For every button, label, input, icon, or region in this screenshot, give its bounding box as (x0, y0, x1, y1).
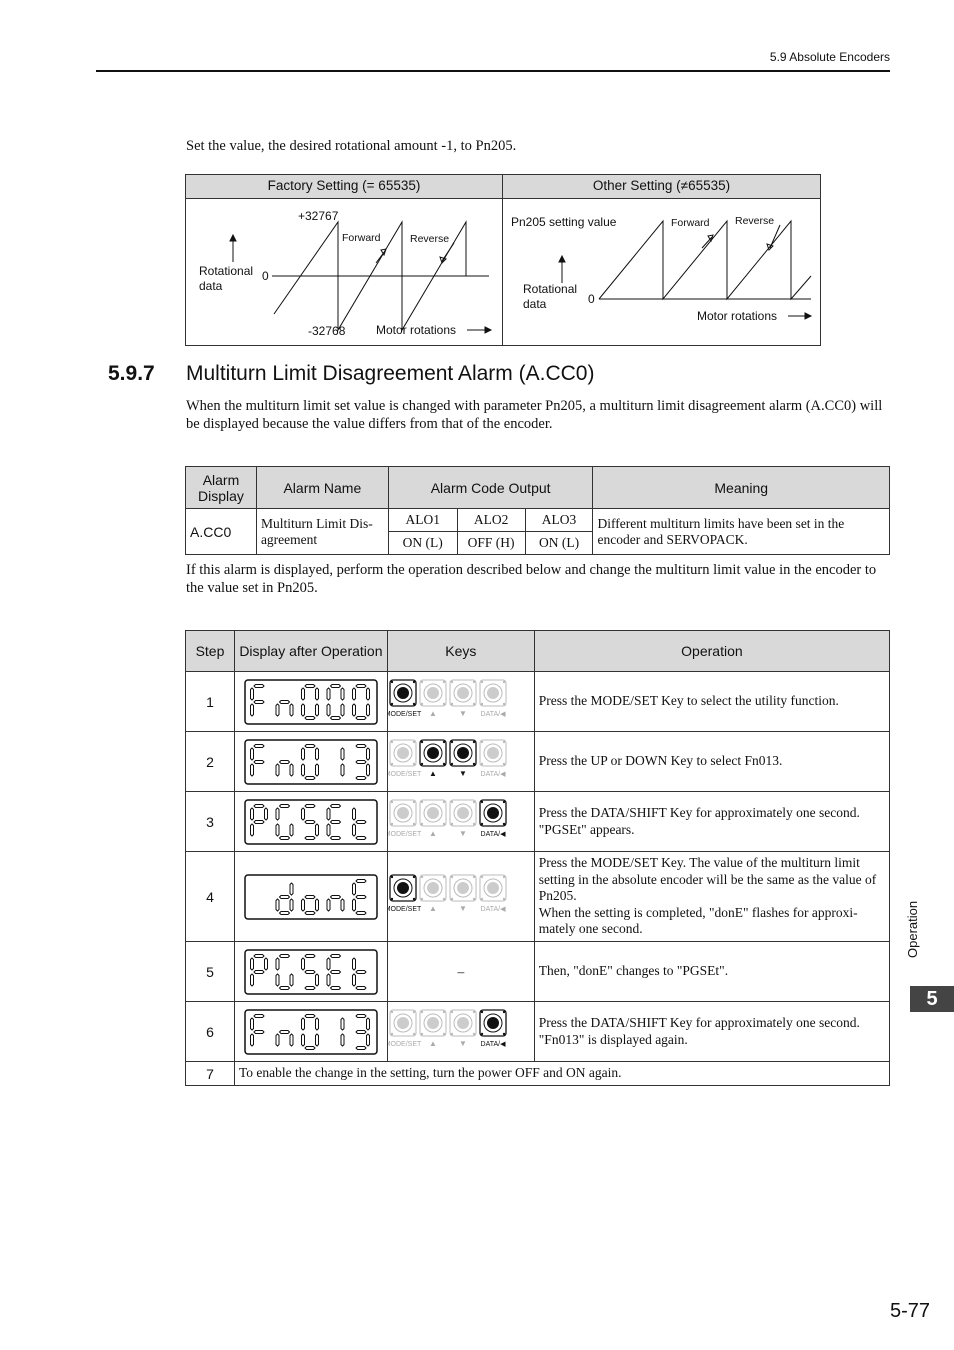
section-body: When the multiturn limit set value is changed with parameter Pn205, a multiturn limit disagreement alarm (A.CC0) will be displayed because the value differs from that of the encoder. (186, 398, 883, 432)
segment (301, 1034, 304, 1046)
segment (327, 899, 330, 911)
segment (327, 704, 330, 716)
segment (305, 895, 315, 898)
segment (356, 970, 366, 973)
segment (290, 764, 293, 776)
svg-text:DATA/◀: DATA/◀ (480, 1040, 506, 1048)
step-number: 5 (186, 942, 235, 1002)
segment (276, 1034, 279, 1046)
segment (301, 899, 304, 911)
segment (254, 1030, 264, 1033)
segment (305, 820, 315, 823)
alarm-display-cell: A.CC0 (186, 509, 257, 555)
right-x-arrowhead (805, 313, 811, 319)
segment (301, 704, 304, 716)
segment (305, 1014, 315, 1017)
left-xlabel: Motor rotations (376, 323, 457, 337)
segment (341, 1034, 344, 1046)
segment (250, 958, 253, 970)
segment (250, 688, 253, 700)
segment (327, 824, 330, 836)
svg-text:DATA/◀: DATA/◀ (480, 830, 506, 838)
segment (276, 824, 279, 836)
operation-line-1: Press the MODE/SET Key. The value of the multiturn limit setting in the absolute encoder will be the same as the value of Pn205. (538, 855, 877, 904)
segment (341, 688, 344, 700)
step-number: 7 (186, 1062, 235, 1086)
segment (356, 986, 366, 989)
segment (290, 974, 293, 986)
table-row (186, 672, 890, 732)
segment (341, 899, 344, 911)
segment (305, 744, 315, 747)
segment (356, 1046, 366, 1049)
table-row (186, 852, 890, 942)
svg-text:DATA/◀: DATA/◀ (480, 905, 506, 913)
data-shift-key (480, 680, 506, 718)
segment (315, 824, 318, 836)
segment (356, 1014, 366, 1017)
segment (301, 808, 304, 820)
segment (250, 1018, 253, 1030)
alarm-header-meaning: Meaning (593, 467, 890, 509)
alarm-header-display: Alarm Display (186, 467, 257, 509)
segment (279, 760, 289, 763)
step-number: 2 (186, 732, 235, 792)
step-number: 6 (186, 1002, 235, 1062)
section-number: 5.9.7 (108, 362, 155, 385)
svg-text:MODE/SET: MODE/SET (387, 1040, 422, 1048)
segment (315, 704, 318, 716)
segment (315, 899, 318, 911)
mode-set-key (388, 875, 422, 913)
chapter-tab: 5 (910, 986, 954, 1012)
segment (254, 700, 264, 703)
segment (330, 716, 340, 719)
operation-text: Then, "donE" changes to "PGSEt". (534, 942, 889, 1002)
segment (254, 820, 264, 823)
after-text: If this alarm is displayed, perform the operation described below and change the multiturn limit value in the encoder to the value set in Pn205. (186, 562, 877, 596)
svg-text:DATA/◀: DATA/◀ (480, 710, 506, 718)
segment (315, 764, 318, 776)
svg-text:▲: ▲ (428, 903, 437, 913)
up-key (420, 680, 446, 718)
right-forward: Forward (671, 217, 710, 229)
rotational-data-figure (185, 174, 821, 346)
no-keys: – (387, 942, 534, 1002)
left-x-arrowhead (485, 327, 491, 333)
table-row (186, 1062, 890, 1086)
segment (305, 804, 315, 807)
alo3-value: ON (L) (525, 532, 593, 555)
intro-text: Set the value, the desired rotational amount -1, to Pn205. (186, 138, 517, 154)
operation-text: Press the DATA/SHIFT Key for approximately one second. "PGSEt" appears. (534, 792, 889, 852)
steps-header-display: Display after Operation (234, 631, 387, 672)
seven-segment-display (244, 949, 378, 995)
table-row (186, 942, 890, 1002)
segment (264, 808, 267, 820)
segment (305, 836, 315, 839)
segment (356, 1030, 366, 1033)
svg-text:MODE/SET: MODE/SET (387, 905, 422, 913)
header-section: 5.9 Absolute Encoders (769, 50, 890, 64)
segment (279, 895, 289, 898)
segment (305, 716, 315, 719)
left-zero: 0 (262, 269, 269, 283)
segment (254, 684, 264, 687)
keypad-panel (388, 1007, 512, 1053)
header-rule (96, 70, 890, 72)
steps-header-operation: Operation (534, 631, 889, 672)
alarm-header-name: Alarm Name (256, 467, 388, 509)
alo1-value: ON (L) (388, 532, 457, 555)
segment (279, 700, 289, 703)
segment (301, 748, 304, 760)
segment (356, 895, 366, 898)
segment (356, 684, 366, 687)
mode-set-key (388, 800, 422, 838)
segment (305, 684, 315, 687)
svg-text:▼: ▼ (458, 768, 467, 778)
steps-header-keys: Keys (387, 631, 534, 672)
segment (315, 748, 318, 760)
segment (279, 836, 289, 839)
segment (290, 824, 293, 836)
segment (356, 836, 366, 839)
mode-set-key (388, 740, 422, 778)
right-ylabel-1: Rotational (523, 282, 578, 296)
segment (327, 808, 330, 820)
forward-arrow-left (376, 251, 385, 263)
table-row (186, 732, 890, 792)
segment (330, 804, 340, 807)
data-shift-key (480, 800, 506, 838)
down-key (450, 740, 476, 778)
forward-arrowhead-left (381, 249, 386, 255)
mode-set-key (388, 1010, 422, 1048)
table-row (186, 792, 890, 852)
segment (341, 764, 344, 776)
step-number: 3 (186, 792, 235, 852)
segment (301, 1018, 304, 1030)
segment (250, 974, 253, 986)
segment (250, 748, 253, 760)
up-key (420, 1010, 446, 1048)
segment (279, 1030, 289, 1033)
segment (276, 764, 279, 776)
seven-segment-display (244, 679, 378, 725)
segment (330, 954, 340, 957)
segment (250, 824, 253, 836)
right-zero: 0 (588, 292, 595, 306)
segment (330, 895, 340, 898)
svg-text:▼: ▼ (458, 1038, 467, 1048)
segment (301, 958, 304, 970)
data-shift-key (480, 1010, 506, 1048)
down-key (450, 875, 476, 913)
steps-table (185, 630, 890, 1086)
down-key (450, 680, 476, 718)
alo1-label: ALO1 (388, 509, 457, 532)
alarm-name-cell: Multiturn Limit Dis-agreement (256, 509, 388, 555)
segment (352, 688, 355, 700)
segment (352, 704, 355, 716)
page-number: 5-77 (889, 1300, 930, 1322)
svg-text:DATA/◀: DATA/◀ (480, 770, 506, 778)
segment (356, 879, 366, 882)
alarm-table (185, 466, 890, 555)
segment (352, 808, 355, 820)
step-number: 1 (186, 672, 235, 732)
segment (330, 820, 340, 823)
side-label: Operation (905, 900, 920, 958)
segment (290, 1034, 293, 1046)
segment (276, 958, 279, 970)
segment (276, 974, 279, 986)
segment (352, 899, 355, 911)
svg-text:▼: ▼ (458, 828, 467, 838)
segment (254, 744, 264, 747)
segment (356, 820, 366, 823)
keypad-panel (388, 797, 512, 843)
segment (366, 1018, 369, 1030)
svg-text:▲: ▲ (428, 708, 437, 718)
segment (366, 1034, 369, 1046)
segment (352, 958, 355, 970)
segment (290, 899, 293, 911)
operation-text: To enable the change in the setting, turn the power OFF and ON again. (234, 1062, 889, 1086)
alo2-label: ALO2 (457, 509, 525, 532)
segment (254, 954, 264, 957)
right-y-arrowhead (559, 256, 565, 262)
up-key (420, 740, 446, 778)
data-shift-key (480, 740, 506, 778)
right-top-value: Pn205 setting value (511, 215, 617, 229)
segment (279, 804, 289, 807)
segment (279, 986, 289, 989)
segment (279, 954, 289, 957)
seven-segment-display (244, 739, 378, 785)
segment (301, 764, 304, 776)
data-shift-key (480, 875, 506, 913)
segment (366, 704, 369, 716)
segment (276, 899, 279, 911)
segment (250, 764, 253, 776)
segment (254, 804, 264, 807)
segment (301, 688, 304, 700)
segment (352, 883, 355, 895)
right-ylabel-2: data (523, 297, 547, 311)
left-ylabel-1: Rotational (199, 264, 254, 278)
segment (356, 744, 366, 747)
segment (341, 1018, 344, 1030)
left-forward: Forward (342, 232, 381, 244)
segment (315, 1018, 318, 1030)
segment (305, 986, 315, 989)
segment (254, 760, 264, 763)
left-bottom-value: -32768 (308, 324, 346, 338)
segment (366, 748, 369, 760)
segment (366, 688, 369, 700)
left-top-value: +32767 (298, 209, 339, 223)
down-key (450, 1010, 476, 1048)
down-key (450, 800, 476, 838)
segment (264, 958, 267, 970)
segment (276, 808, 279, 820)
alarm-header-code: Alarm Code Output (388, 467, 593, 509)
seven-segment-display (244, 799, 378, 845)
segment (356, 760, 366, 763)
seven-segment-display (244, 874, 378, 920)
segment (366, 764, 369, 776)
segment (330, 986, 340, 989)
figure-graphs (186, 175, 822, 347)
segment (279, 911, 289, 914)
keypad-panel (388, 677, 512, 723)
segment (290, 883, 293, 895)
svg-text:▼: ▼ (458, 903, 467, 913)
segment (327, 958, 330, 970)
seven-segment-display (244, 1009, 378, 1055)
figure-left-header: Factory Setting (= 65535) (186, 175, 502, 199)
segment (356, 911, 366, 914)
segment (254, 1014, 264, 1017)
figure-right-header: Other Setting (≠65535) (503, 175, 820, 199)
right-xlabel: Motor rotations (697, 309, 778, 323)
mode-set-key (388, 680, 422, 718)
segment (305, 911, 315, 914)
alo2-value: OFF (H) (457, 532, 525, 555)
segment (352, 824, 355, 836)
operation-text: Press the DATA/SHIFT Key for approximately one second. "Fn013" is displayed again. (534, 1002, 889, 1062)
operation-text (534, 852, 889, 942)
segment (352, 974, 355, 986)
up-key (420, 875, 446, 913)
svg-text:▲: ▲ (428, 828, 437, 838)
segment (330, 970, 340, 973)
right-reverse: Reverse (735, 215, 775, 227)
alarm-meaning-cell: Different multiturn limits have been set in the encoder and SERVOPACK. (593, 509, 890, 555)
keypad-panel (388, 872, 512, 918)
operation-text: Press the MODE/SET Key to select the utility function. (534, 672, 889, 732)
svg-text:MODE/SET: MODE/SET (387, 830, 422, 838)
segment (254, 970, 264, 973)
segment (305, 776, 315, 779)
alo3-label: ALO3 (525, 509, 593, 532)
svg-text:MODE/SET: MODE/SET (387, 770, 422, 778)
keypad-panel (388, 737, 512, 783)
segment (315, 688, 318, 700)
svg-text:▲: ▲ (428, 768, 437, 778)
operation-line-2: When the setting is completed, "donE" flashes for approxi-mately one second. (538, 904, 858, 937)
segment (315, 1034, 318, 1046)
segment (276, 704, 279, 716)
section-title: Multiturn Limit Disagreement Alarm (A.CC0) (186, 362, 595, 385)
up-key (420, 800, 446, 838)
left-ylabel-2: data (199, 279, 223, 293)
segment (330, 684, 340, 687)
svg-text:MODE/SET: MODE/SET (387, 710, 422, 718)
operation-text: Press the UP or DOWN Key to select Fn013. (534, 732, 889, 792)
right-sawtooth (599, 221, 811, 299)
table-row (186, 1002, 890, 1062)
step-number: 4 (186, 852, 235, 942)
segment (327, 974, 330, 986)
segment (250, 808, 253, 820)
segment (305, 954, 315, 957)
segment (250, 704, 253, 716)
left-y-arrowhead (230, 235, 236, 241)
segment (305, 970, 315, 973)
svg-text:▼: ▼ (458, 708, 467, 718)
segment (327, 688, 330, 700)
segment (250, 1034, 253, 1046)
segment (341, 704, 344, 716)
segment (305, 1046, 315, 1049)
segment (315, 974, 318, 986)
segment (341, 748, 344, 760)
forward-arrow-right (702, 237, 712, 248)
segment (356, 776, 366, 779)
segment (356, 716, 366, 719)
left-reverse: Reverse (410, 233, 450, 245)
segment (330, 836, 340, 839)
steps-header-step: Step (186, 631, 235, 672)
svg-text:▲: ▲ (428, 1038, 437, 1048)
segment (290, 704, 293, 716)
